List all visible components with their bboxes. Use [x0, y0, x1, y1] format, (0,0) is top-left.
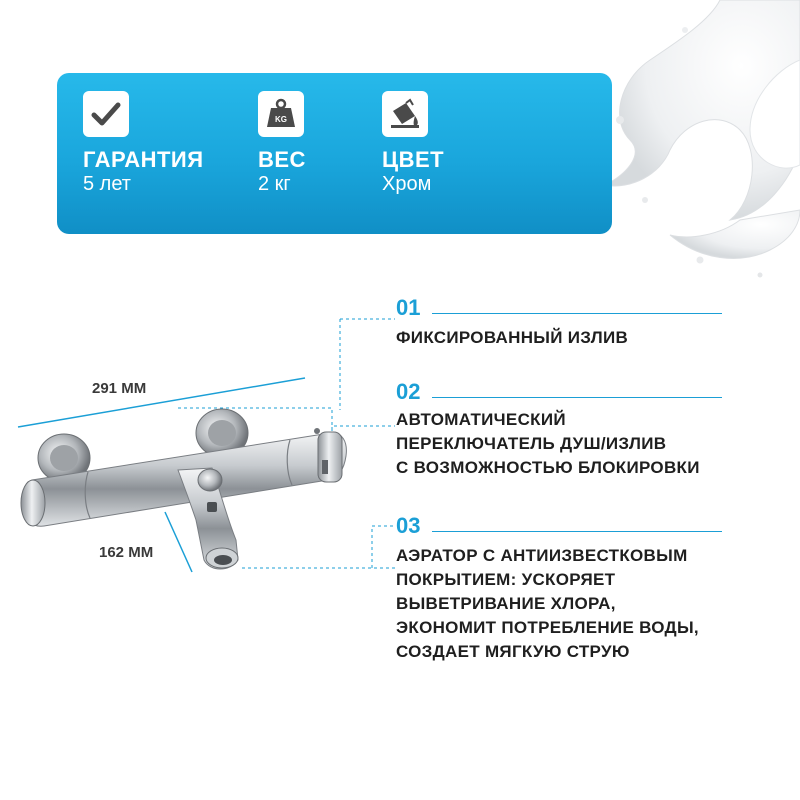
feature-line: ФИКСИРОВАННЫЙ ИЗЛИВ: [396, 328, 629, 347]
spec-weight: [258, 91, 306, 196]
milk-splash-decoration: [590, 0, 800, 290]
feature-line: ПЕРЕКЛЮЧАТЕЛЬ ДУШ/ИЗЛИВ: [396, 434, 667, 453]
feature-line: АЭРАТОР С АНТИИЗВЕСТКОВЫМ: [396, 546, 688, 565]
spec-weight-title: ВЕС: [258, 147, 306, 172]
spec-weight-value: 2 кг: [258, 173, 291, 195]
feature-line: СОЗДАЕТ МЯГКУЮ СТРУЮ: [396, 642, 630, 661]
feature-divider: [432, 397, 722, 398]
feature-02: [396, 378, 786, 480]
spec-warranty: [83, 91, 204, 196]
weight-kg-icon: [258, 91, 304, 137]
checkmark-icon: [83, 91, 129, 137]
spec-color: [382, 91, 444, 196]
feature-line: С ВОЗМОЖНОСТЬЮ БЛОКИРОВКИ: [396, 458, 700, 477]
spec-warranty-title: ГАРАНТИЯ: [83, 147, 204, 172]
feature-03: [396, 512, 786, 664]
weight-icon-text: KG: [275, 115, 287, 124]
feature-divider: [432, 531, 722, 532]
width-dimension-line: [18, 378, 305, 427]
feature-divider: [432, 313, 722, 314]
feature-line: АВТОМАТИЧЕСКИЙ: [396, 410, 566, 429]
spec-warranty-value: 5 лет: [83, 173, 131, 195]
feature-line: ПОКРЫТИЕМ: УСКОРЯЕТ: [396, 570, 616, 589]
feature-number: 01: [396, 295, 421, 320]
feature-text: [396, 544, 786, 664]
feature-01: [396, 294, 786, 350]
spec-color-value: Хром: [382, 173, 432, 195]
feature-number: 02: [396, 379, 421, 404]
depth-dimension-line: [165, 512, 192, 572]
spec-color-title: ЦВЕТ: [382, 147, 445, 172]
paint-bucket-icon: [382, 91, 428, 137]
feature-text: [396, 408, 786, 480]
specs-banner: [57, 73, 612, 234]
feature-line: ВЫВЕТРИВАНИЕ ХЛОРА,: [396, 594, 616, 613]
width-dimension-label: 291 ММ: [92, 380, 147, 397]
feature-text: [396, 326, 786, 350]
faucet-illustration: [0, 290, 395, 610]
feature-number: 03: [396, 513, 421, 538]
feature-line: ЭКОНОМИТ ПОТРЕБЛЕНИЕ ВОДЫ,: [396, 618, 699, 637]
depth-dimension-label: 162 ММ: [99, 544, 154, 561]
